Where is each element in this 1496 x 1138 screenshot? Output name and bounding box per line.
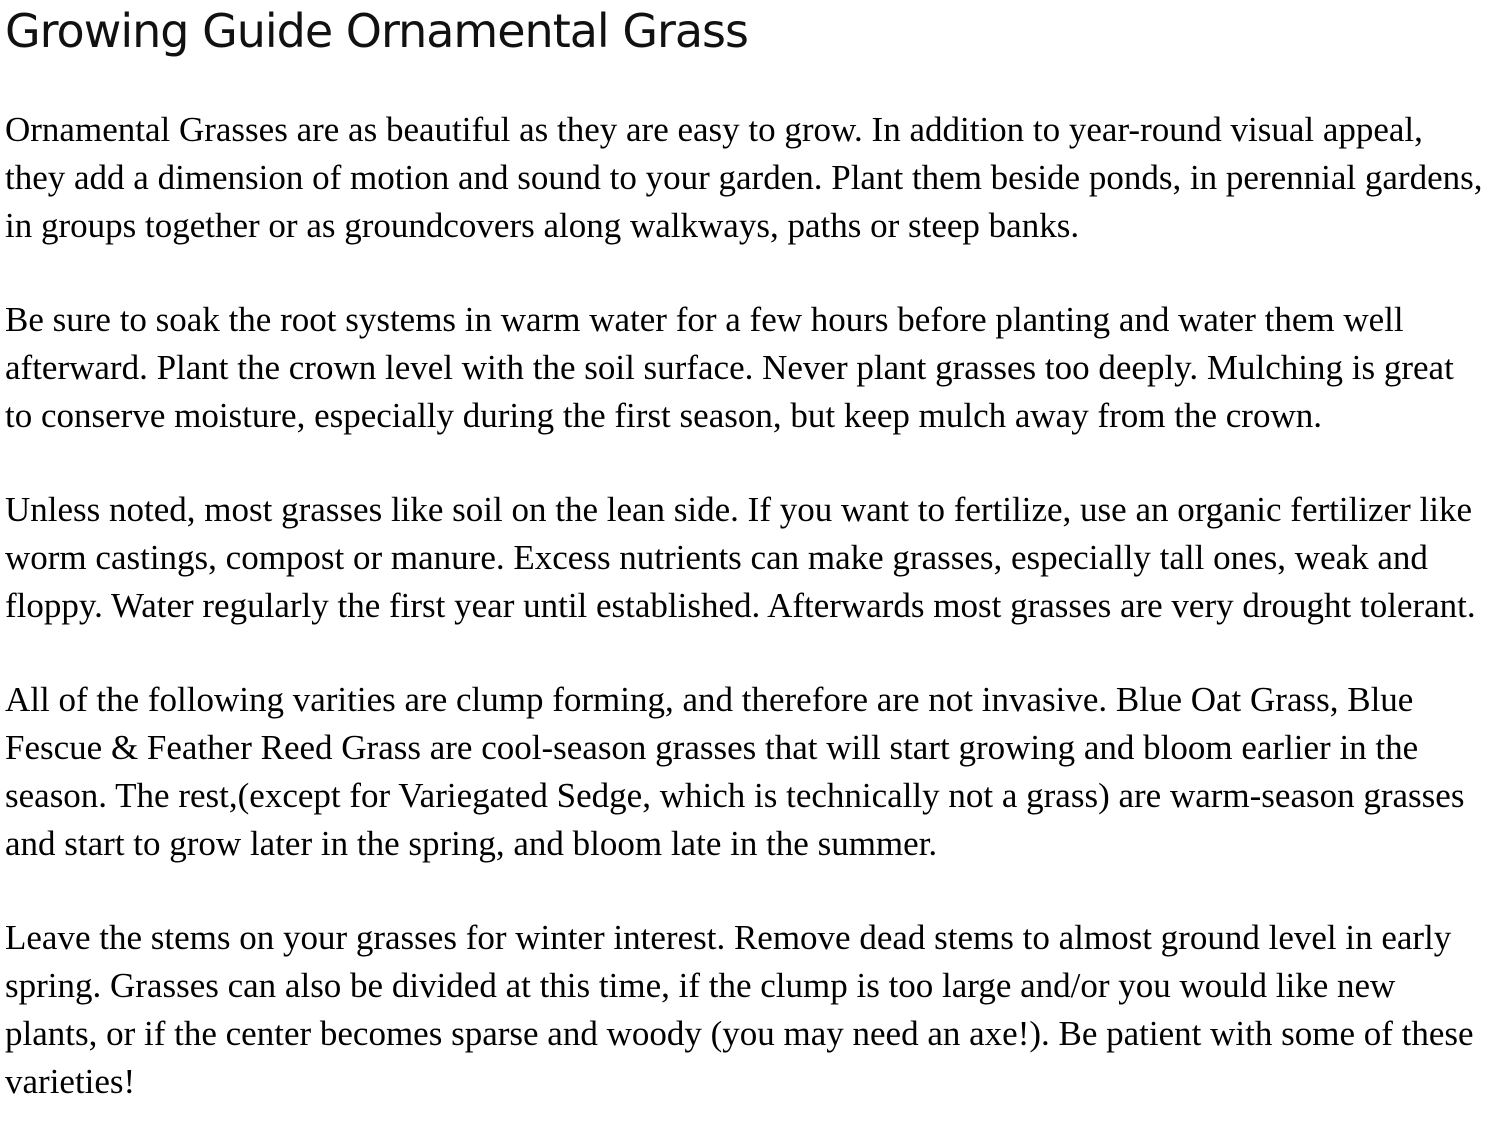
paragraph-planting: Be sure to soak the root systems in warm water for a few hours before planting and water them well afterward. Plant the crown level with the soil surface. Never plant grasses too deeply. Mulching is great to conserve moisture, especially during the first season, but keep mulch away from the crown. <box>5 300 1454 435</box>
page-title: Growing Guide Ornamental Grass <box>5 4 748 58</box>
paragraph-soil-fertilizer: Unless noted, most grasses like soil on the lean side. If you want to fertilize, use an organic fertilizer like worm castings, compost or manure. Excess nutrients can make grasses, especially tall ones, weak and floppy. Water regularly the first year until established. Afterwards most grasses are very drought tolerant. <box>5 490 1476 625</box>
paragraph-winter-care: Leave the stems on your grasses for winter interest. Remove dead stems to almost ground level in early spring. Grasses can also be divided at this time, if the clump is too large and/or you would like new plants, or if the center becomes sparse and woody (you may need an axe!). Be patient with some of these varieties! <box>5 918 1474 1101</box>
paragraph-intro: Ornamental Grasses are as beautiful as they are easy to grow. In addition to year-round visual appeal, they add a dimension of motion and sound to your garden. Plant them beside ponds, in perennial gardens, in groups together or as groundcovers along walkways, paths or steep banks. <box>5 110 1483 245</box>
document-body <box>5 106 1486 1106</box>
paragraph-varieties: All of the following varities are clump forming, and therefore are not invasive. Blue Oat Grass, Blue Fescue & Feather Reed Grass are cool-season grasses that will start growing and bloom earlier in the season. The rest,(except for Variegated Sedge, which is technically not a grass) are warm-season grasses and start to grow later in the spring, and bloom late in the summer. <box>5 680 1465 863</box>
